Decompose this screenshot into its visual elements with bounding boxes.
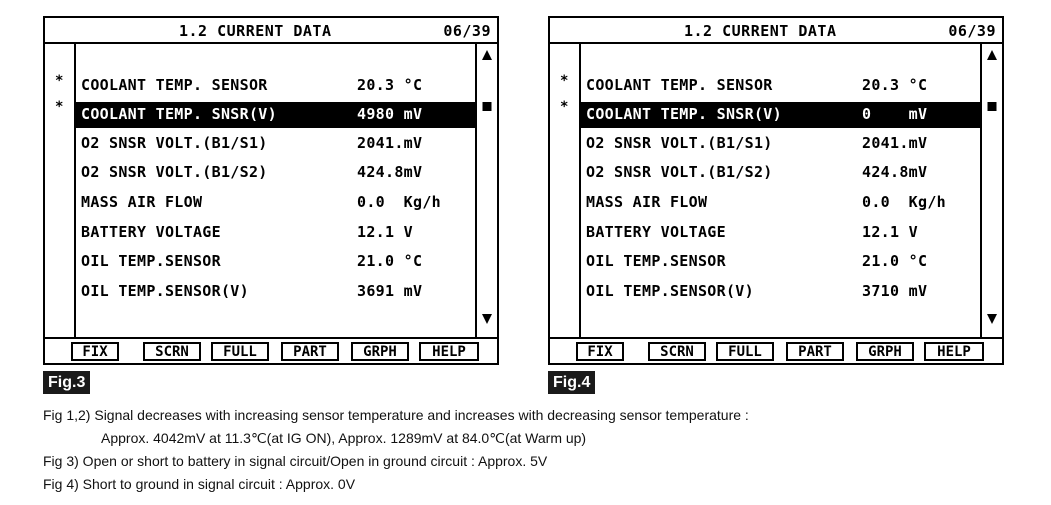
row-label: O2 SNSR VOLT.(B1/S1) xyxy=(81,134,268,152)
scroll-thumb[interactable] xyxy=(988,102,997,111)
part-button[interactable]: PART xyxy=(281,342,339,361)
row-label: COOLANT TEMP. SNSR(V) xyxy=(81,105,277,123)
row-value: 21.0 °C xyxy=(357,252,423,270)
page-counter: 06/39 xyxy=(443,22,491,40)
scroll-thumb[interactable] xyxy=(483,102,492,111)
caption-fig4: Fig 4) Short to ground in signal circuit : Approx. 0V xyxy=(43,476,356,492)
row-value: 12.1 V xyxy=(862,223,918,241)
data-row[interactable] xyxy=(76,249,477,275)
row-value: 0 mV xyxy=(862,105,928,123)
title-bar xyxy=(45,18,497,44)
function-key-bar xyxy=(45,337,497,363)
row-value: 2041.mV xyxy=(357,134,423,152)
row-value: 3710 mV xyxy=(862,282,928,300)
scan-tool-screen-fig3 xyxy=(43,16,499,365)
row-value: 2041.mV xyxy=(862,134,928,152)
data-row[interactable] xyxy=(76,160,477,186)
caption-fig12: Fig 1,2) Signal decreases with increasing sensor temperature and increases with decreasing sensor temperature : xyxy=(43,407,749,423)
row-label: COOLANT TEMP. SENSOR xyxy=(81,76,268,94)
scrn-button[interactable]: SCRN xyxy=(143,342,201,361)
scrollbar[interactable] xyxy=(475,44,497,337)
page-counter: 06/39 xyxy=(948,22,996,40)
grph-button[interactable]: GRPH xyxy=(856,342,914,361)
data-row-selected[interactable] xyxy=(76,102,477,128)
row-value: 12.1 V xyxy=(357,223,413,241)
data-row-selected[interactable] xyxy=(581,102,982,128)
part-button[interactable]: PART xyxy=(786,342,844,361)
row-label: O2 SNSR VOLT.(B1/S2) xyxy=(81,163,268,181)
scroll-up-arrow-icon[interactable] xyxy=(482,50,492,60)
figure-label: Fig.3 xyxy=(43,371,90,394)
screen-title: 1.2 CURRENT DATA xyxy=(179,22,332,40)
row-value: 20.3 °C xyxy=(862,76,928,94)
scrollbar[interactable] xyxy=(980,44,1002,337)
data-row[interactable] xyxy=(581,73,982,99)
function-key-bar xyxy=(550,337,1002,363)
data-row[interactable] xyxy=(581,190,982,216)
data-row[interactable] xyxy=(76,131,477,157)
asterisk-icon: * xyxy=(560,99,569,115)
help-button[interactable]: HELP xyxy=(924,342,984,361)
fix-button[interactable]: FIX xyxy=(71,342,119,361)
title-bar xyxy=(550,18,1002,44)
row-label: O2 SNSR VOLT.(B1/S1) xyxy=(586,134,773,152)
row-label: O2 SNSR VOLT.(B1/S2) xyxy=(586,163,773,181)
data-row[interactable] xyxy=(581,279,982,305)
row-label: MASS AIR FLOW xyxy=(586,193,708,211)
scroll-up-arrow-icon[interactable] xyxy=(987,50,997,60)
row-value: 0.0 Kg/h xyxy=(357,193,441,211)
row-label: OIL TEMP.SENSOR xyxy=(81,252,221,270)
row-label: COOLANT TEMP. SENSOR xyxy=(586,76,773,94)
row-label: OIL TEMP.SENSOR(V) xyxy=(586,282,754,300)
row-value: 20.3 °C xyxy=(357,76,423,94)
scan-tool-screen-fig4 xyxy=(548,16,1004,365)
row-value: 3691 mV xyxy=(357,282,423,300)
row-label: OIL TEMP.SENSOR xyxy=(586,252,726,270)
full-button[interactable]: FULL xyxy=(211,342,269,361)
row-label: BATTERY VOLTAGE xyxy=(81,223,221,241)
mark-column xyxy=(550,44,581,337)
figure-label: Fig.4 xyxy=(548,371,595,394)
scroll-down-arrow-icon[interactable] xyxy=(987,314,997,324)
row-label: OIL TEMP.SENSOR(V) xyxy=(81,282,249,300)
asterisk-icon: * xyxy=(55,73,64,89)
mark-column xyxy=(45,44,76,337)
caption-fig12-detail: Approx. 4042mV at 11.3℃(at IG ON), Approx. 1289mV at 84.0℃(at Warm up) xyxy=(101,430,587,446)
row-value: 424.8mV xyxy=(862,163,928,181)
data-row[interactable] xyxy=(581,249,982,275)
data-row[interactable] xyxy=(581,131,982,157)
data-row[interactable] xyxy=(76,220,477,246)
row-value: 0.0 Kg/h xyxy=(862,193,946,211)
row-label: BATTERY VOLTAGE xyxy=(586,223,726,241)
fix-button[interactable]: FIX xyxy=(576,342,624,361)
row-label: COOLANT TEMP. SNSR(V) xyxy=(586,105,782,123)
scrn-button[interactable]: SCRN xyxy=(648,342,706,361)
data-row[interactable] xyxy=(76,190,477,216)
row-value: 21.0 °C xyxy=(862,252,928,270)
help-button[interactable]: HELP xyxy=(419,342,479,361)
grph-button[interactable]: GRPH xyxy=(351,342,409,361)
scroll-down-arrow-icon[interactable] xyxy=(482,314,492,324)
screen-title: 1.2 CURRENT DATA xyxy=(684,22,837,40)
row-label: MASS AIR FLOW xyxy=(81,193,203,211)
asterisk-icon: * xyxy=(560,73,569,89)
row-value: 424.8mV xyxy=(357,163,423,181)
data-row[interactable] xyxy=(581,220,982,246)
data-row[interactable] xyxy=(76,279,477,305)
full-button[interactable]: FULL xyxy=(716,342,774,361)
row-value: 4980 mV xyxy=(357,105,423,123)
data-row[interactable] xyxy=(581,160,982,186)
data-row[interactable] xyxy=(76,73,477,99)
caption-fig3: Fig 3) Open or short to battery in signal circuit/Open in ground circuit : Approx. 5V xyxy=(43,453,548,469)
asterisk-icon: * xyxy=(55,99,64,115)
